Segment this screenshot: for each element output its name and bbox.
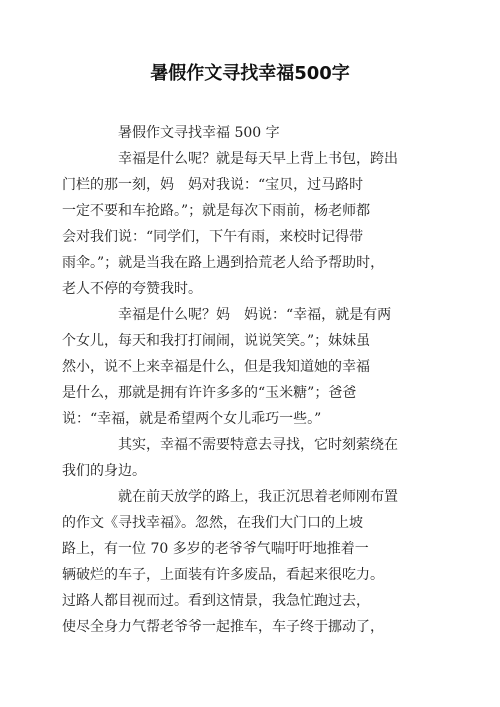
text-line: 雨伞。”；就是当我在路上遇到拾荒老人给予帮助时，: [62, 255, 385, 271]
text-line: 路上，有一位 70 多岁的老爷爷气喘吁吁地推着一: [62, 541, 369, 557]
text-line: 我们的身边。: [62, 463, 146, 479]
text-line: 一定不要和车抢路。”；就是每次下雨前，杨老师都: [62, 203, 371, 219]
text-line: 使尽全身力气帮老爷爷一起推车，车子终于挪动了，: [62, 619, 384, 635]
text-line: 门栏的那一刻，妈 妈对我说：“宝贝，过马路时: [62, 177, 364, 193]
text-line: 然小，说不上来幸福是什么，但是我知道她的幸福: [62, 359, 370, 375]
text-line: 是什么，那就是拥有许许多多的“玉米糖”；爸爸: [62, 385, 357, 401]
text-line: 的作文《寻找幸福》。忽然，在我们大门口的上坡: [62, 515, 363, 531]
text-line: 幸福是什么呢？妈 妈说：“幸福，就是有两: [118, 307, 392, 323]
document-title: 暑假作文寻找幸福500字: [150, 63, 350, 84]
text-line: 个女儿，每天和我打打闹闹，说说笑笑。”；妹妹虽: [62, 333, 371, 349]
text-line: 说：“幸福，就是希望两个女儿乖巧一些。”: [62, 411, 322, 427]
text-line: 幸福是什么呢？就是每天早上背上书包，跨出: [118, 151, 398, 167]
text-line: 会对我们说：“同学们，下午有雨，来校时记得带: [62, 229, 364, 245]
text-line: 其实，幸福不需要特意去寻找，它时刻萦绕在: [118, 437, 398, 453]
text-line: 老人不停的夸赞我时。: [62, 281, 202, 297]
text-line: 就在前天放学的路上，我正沉思着老师刚布置: [118, 489, 398, 505]
text-line: 过路人都目视而过。看到这情景，我急忙跑过去，: [62, 593, 370, 609]
text-line: 辆破烂的车子，上面装有许多废品，看起来很吃力。: [62, 567, 384, 583]
text-line: 暑假作文寻找幸福 500 字: [118, 125, 280, 141]
